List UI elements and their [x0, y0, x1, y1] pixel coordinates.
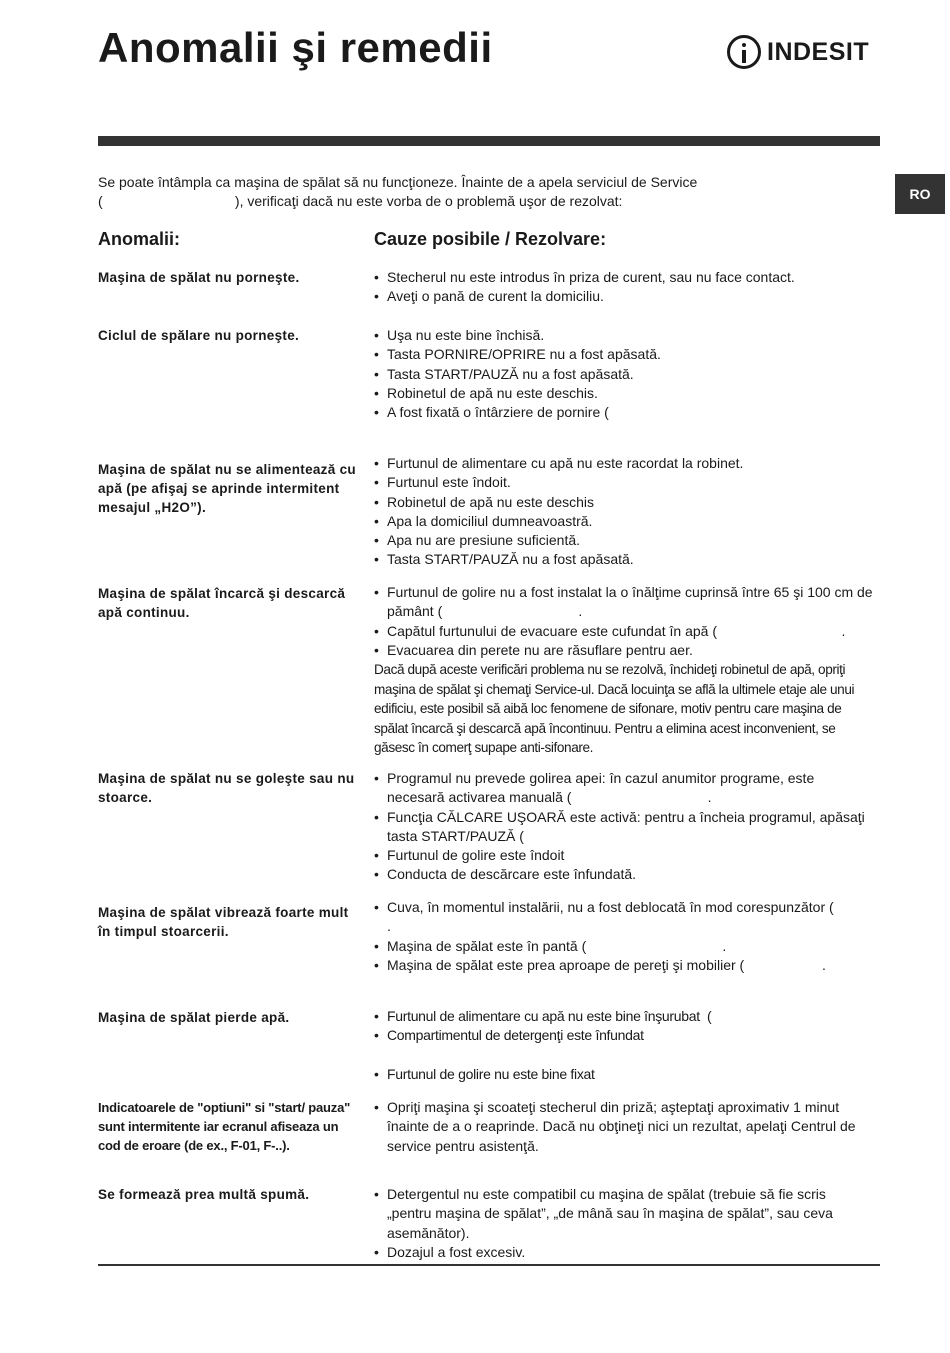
causes-list [374, 1185, 874, 1262]
anomaly-label: Maşina de spălat vibrează foarte mult în timpul stoarcerii. [98, 905, 349, 939]
brand-name: INDESIT [767, 38, 870, 66]
cause-item: • Uşa nu este bine închisă. [374, 326, 874, 345]
cause-item: • A fost fixată o întârziere de pornire ( [374, 403, 874, 422]
cause-item: • Detergentul nu este compatibil cu maşina de spălat (trebuie să fie scris „pentru maşina de spălat”, „de mână sau în maşina de spălat”, sau ceva asemănător). [374, 1185, 874, 1243]
cause-item: • Furtunul de alimentare cu apă nu este bine înşurubat ( [374, 1007, 874, 1026]
column-heading-causes: Cauze posibile / Rezolvare: [374, 229, 607, 249]
causes-list [374, 898, 931, 975]
cause-item: • Tasta START/PAUZĂ nu a fost apăsată. [374, 550, 874, 569]
anomaly-label: Maşina de spălat nu se goleşte sau nu stoarce. [98, 771, 355, 805]
cause-item: • Apa la domiciliul dumneavoastră. [374, 512, 874, 531]
cause-item: • Furtunul de alimentare cu apă nu este racordat la robinet. [374, 454, 874, 473]
anomaly-label: Se formează prea multă spumă. [98, 1187, 310, 1202]
anomaly-label: Indicatoarele de "optiuni" si "start/ pauza" sunt intermitente iar ecranul afiseaza un cod de eroare (de ex., F-01, F-..). [98, 1100, 351, 1153]
cause-item: • Conducta de descărcare este înfundată. [374, 865, 874, 884]
sifonare-note: Dacă după aceste verificări problema nu se rezolvă, închideţi robinetul de apă, opriţi maşina de spălat şi chemaţi Service-ul. Dacă locuinţa se află la ultimele etaje ale unui edificiu, este posibil să aibă loc fenomene de sifonare, motiv pentru care maşina de spălat încarcă şi descarcă apă încontinuu. Pentru a elimina acest inconvenient, se găsesc în comerţ supape anti-sifonare. [374, 662, 855, 755]
cause-item: • Programul nu prevede golirea apei: în cazul anumitor programe, este necesară activarea manuală ( . [374, 769, 874, 808]
cause-item: • Robinetul de apă nu este deschis. [374, 384, 874, 403]
indesit-logo-icon [727, 35, 761, 69]
cause-item: • Stecherul nu este introdus în priza de curent, sau nu face contact. [374, 268, 874, 287]
anomaly-label: Maşina de spălat pierde apă. [98, 1010, 290, 1025]
cause-item: • Furtunul este îndoit. [374, 473, 874, 492]
anomaly-label: Ciclul de spălare nu porneşte. [98, 328, 300, 343]
column-heading-anomalies: Anomalii: [98, 229, 181, 249]
cause-item: • Dozajul a fost excesiv. [374, 1243, 874, 1262]
anomaly-label: Maşina de spălat nu se alimentează cu apă (pe afişaj se aprinde intermitent mesajul „H2O”). [98, 462, 356, 515]
cause-item: • Evacuarea din perete nu are răsuflare pentru aer. [374, 641, 874, 660]
causes-list [374, 268, 874, 307]
header-divider [98, 136, 880, 146]
cause-item: • Funcţia CĂLCARE UŞOARĂ este activă: pentru a încheia programul, apăsaţi tasta START/PAUZĂ ( [374, 808, 874, 847]
causes-list [374, 1007, 874, 1084]
intro-line-2: ( ), verificaţi dacă nu este vorba de o problemă uşor de rezolvat: [98, 193, 623, 209]
cause-item: • Maşina de spălat este în pantă ( . [374, 937, 874, 956]
cause-item: • Tasta START/PAUZĂ nu a fost apăsată. [374, 365, 874, 384]
intro-text [98, 173, 798, 211]
cause-item: • Tasta PORNIRE/OPRIRE nu a fost apăsată. [374, 345, 874, 364]
cause-item: • Apa nu are presiune suficientă. [374, 531, 874, 550]
cause-item: • Maşina de spălat este prea aproape de pereţi şi mobilier ( . [374, 956, 874, 975]
cause-item: • Furtunul de golire nu a fost instalat la o înălţime cuprinsă între 65 şi 100 cm de pământ ( . [374, 583, 874, 622]
causes-list [374, 454, 874, 570]
cause-item: • Furtunul de golire nu este bine fixat [374, 1065, 874, 1084]
cause-item: • Opriţi maşina şi scoateţi stecherul din priză; aşteptaţi aproximativ 1 minut înainte de a o reaprinde. Dacă nu obţineţi nici un rezultat, apelaţi Centrul de service pentru asistenţă. [374, 1098, 874, 1156]
language-tab: RO [895, 174, 945, 214]
anomaly-label: Maşina de spălat nu porneşte. [98, 270, 300, 285]
cause-item: • Compartimentul de detergenţi este înfundat [374, 1026, 874, 1045]
anomaly-label: Maşina de spălat încarcă şi descarcă apă continuu. [98, 586, 346, 620]
footer-divider [98, 1264, 880, 1266]
cause-item: • Robinetul de apă nu este deschis [374, 493, 874, 512]
causes-list [374, 583, 877, 660]
causes-list [374, 1098, 874, 1156]
cause-item: • Capătul furtunului de evacuare este cufundat în apă ( . [374, 622, 874, 641]
cause-item: • Furtunul de golire este îndoit [374, 846, 874, 865]
brand-logo [727, 32, 869, 72]
causes-list [374, 326, 874, 422]
page-title: Anomalii şi remedii [98, 24, 493, 71]
causes-list [374, 769, 874, 885]
intro-line-1: Se poate întâmpla ca maşina de spălat să nu funcţioneze. Înainte de a apela serviciul de Service [98, 174, 698, 190]
cause-item: • Cuva, în momentul instalării, nu a fost deblocată în mod corespunzător ( . [374, 898, 874, 937]
cause-item: • Aveţi o pană de curent la domiciliu. [374, 287, 874, 306]
